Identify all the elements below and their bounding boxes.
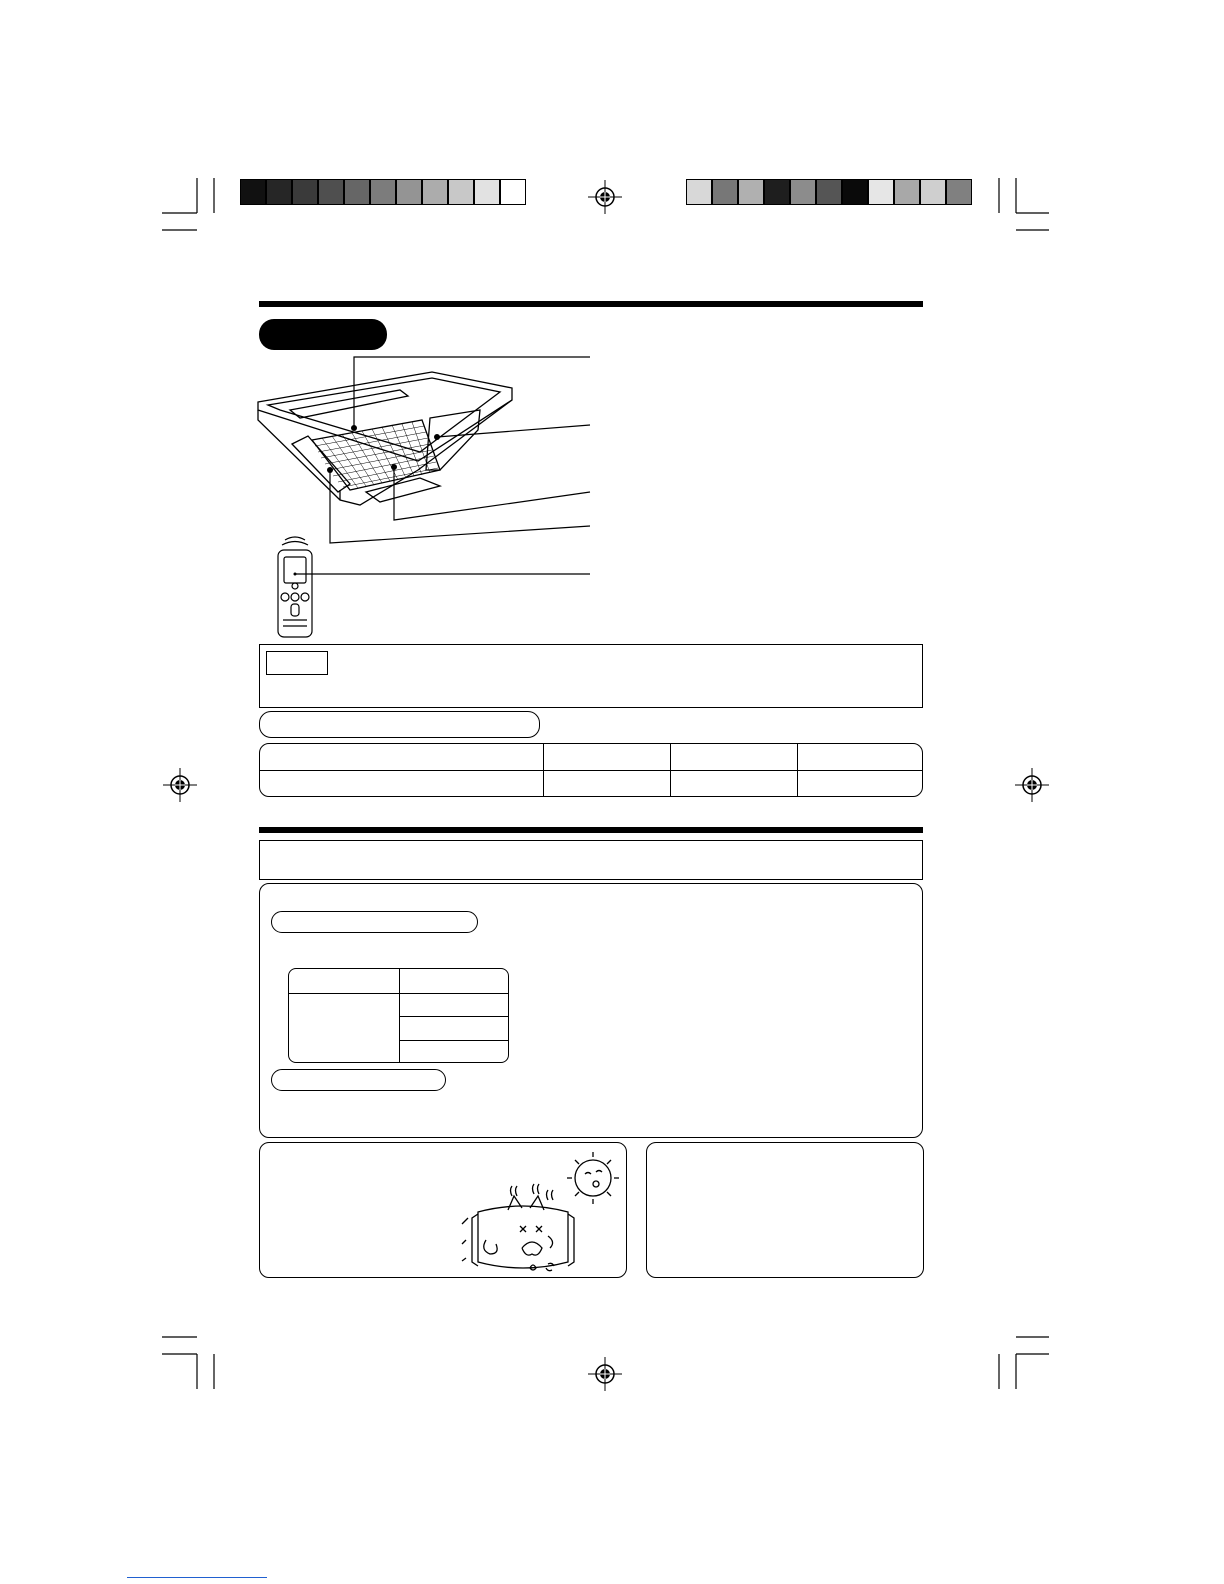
- table-column: [670, 744, 671, 796]
- registration-target-icon: [588, 1357, 622, 1391]
- table-row-divider: [289, 993, 508, 994]
- table-heading-pill: [259, 711, 540, 738]
- registration-target-icon: [588, 180, 622, 214]
- registration-target-icon: [163, 768, 197, 802]
- table-column: [797, 744, 798, 796]
- section-label-pill: [259, 319, 387, 350]
- hot-sun-cartoon-icon: [455, 1146, 625, 1278]
- table-row-divider: [260, 770, 922, 771]
- ceiling-cassette-unit-illustration: [250, 350, 595, 550]
- section-rule: [259, 827, 923, 833]
- section-title-box: [259, 840, 923, 880]
- note-box: [259, 644, 923, 708]
- footer-link-underline: [127, 1577, 267, 1578]
- table-row-divider: [399, 1016, 508, 1017]
- registration-target-icon: [1015, 768, 1049, 802]
- spec-table: [259, 743, 923, 797]
- remote-controller-icon: [270, 530, 595, 640]
- subheading-pill: [271, 911, 478, 933]
- table-row-divider: [399, 1040, 508, 1041]
- table-column: [543, 744, 544, 796]
- note-label-box: [266, 651, 328, 675]
- section-rule: [259, 301, 923, 307]
- subheading-pill: [271, 1069, 446, 1091]
- range-table: [288, 968, 509, 1063]
- caution-panel-right: [646, 1142, 924, 1278]
